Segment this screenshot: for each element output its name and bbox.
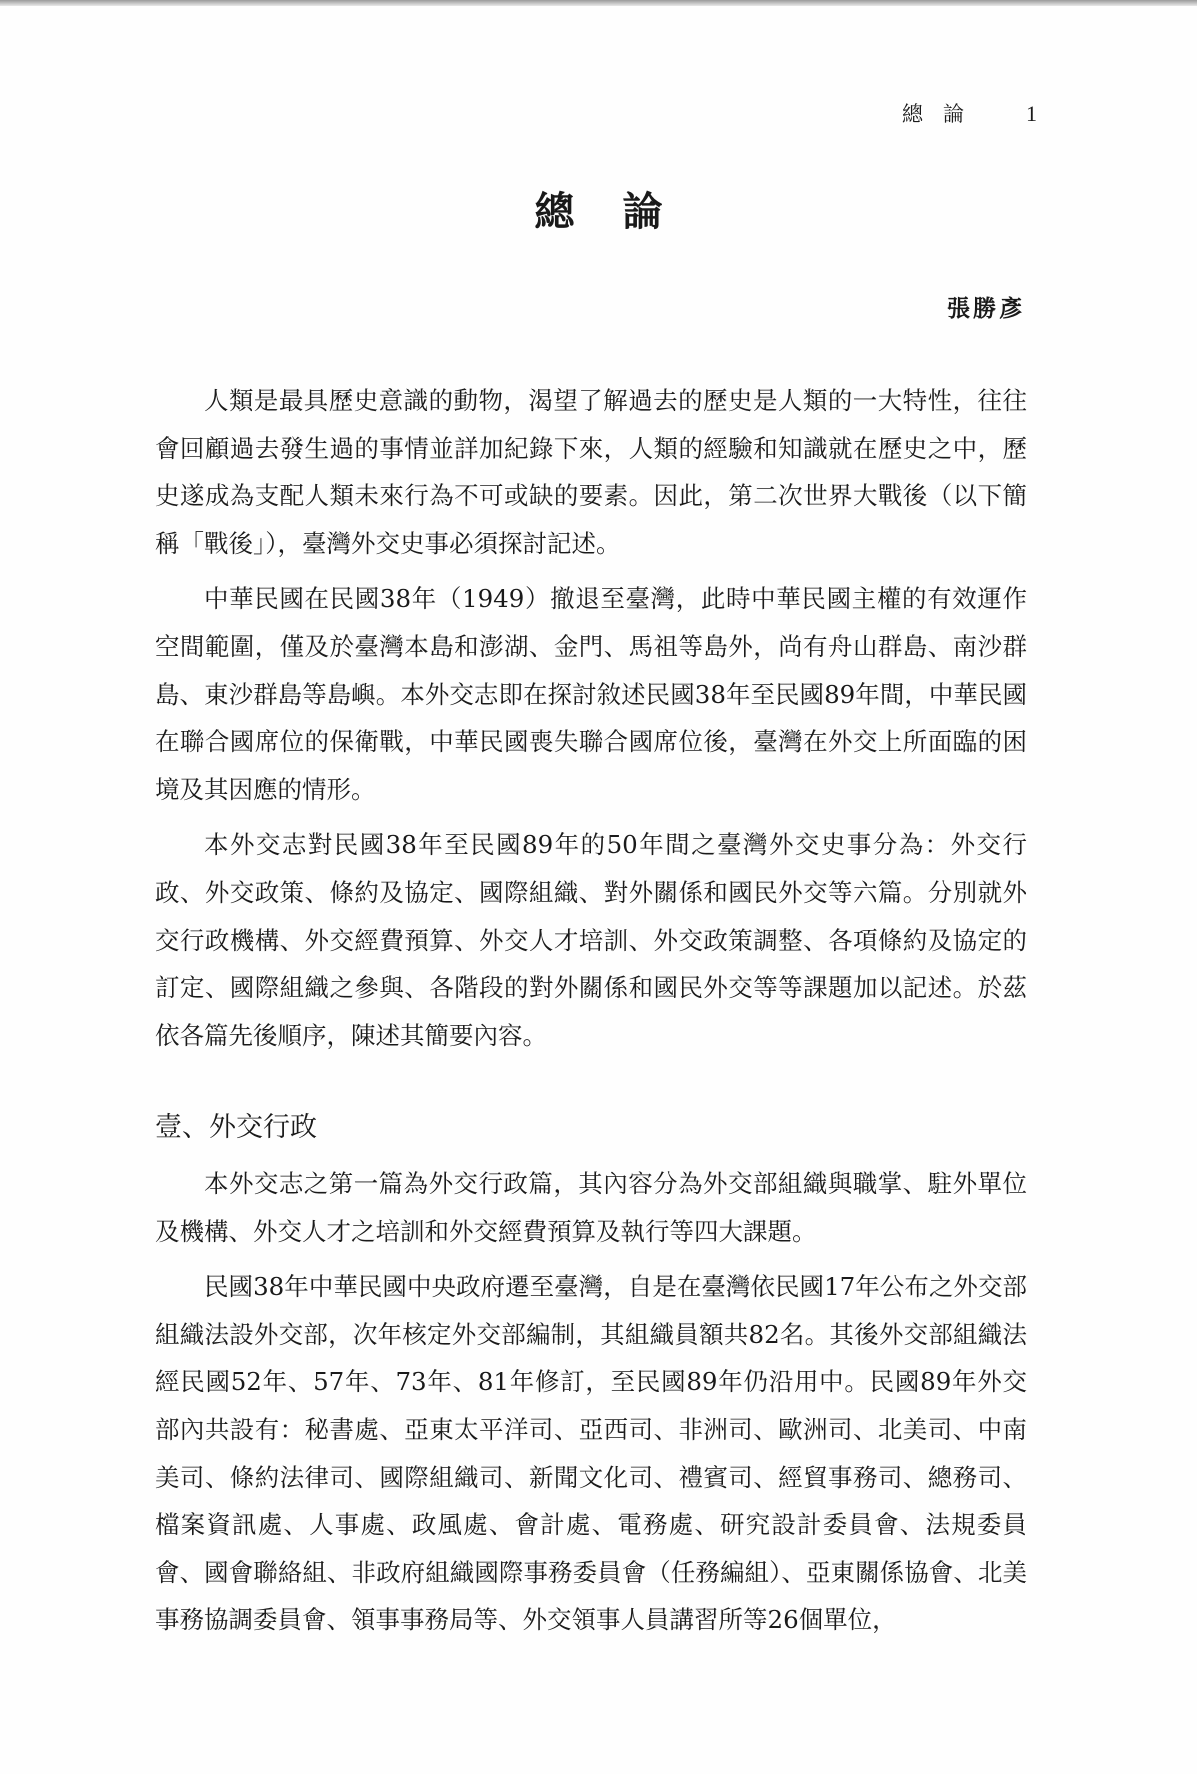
section-paragraph-1: 本外交志之第一篇為外交行政篇，其內容分為外交部組織與職掌、駐外單位及機構、外交人才之培訓和外交經費預算及執行等四大課題。 <box>155 1169 1027 1246</box>
chapter-title: 總論 <box>534 188 711 235</box>
section-paragraph-2: 民國38年中華民國中央政府遷至臺灣，自是在臺灣依民國17年公布之外交部組織法設外交部，次年核定外交部編制，其組織員額共82名。其後外交部組織法經民國52年、57年、73年、81年修訂，至民國89年仍沿用中。民國89年外交部內共設有：秘書處、亞東太平洋司、亞西司、非洲司、歐洲司、北美司、中南美司、條約法律司、國際組織司、新聞文化司、禮賓司、經貿事務司、總務司、檔案資訊處、人事處、政風處、會計處、電務處、研究設計委員會、法規委員會、國會聯絡組、非政府組織國際事務委員會（任務編組）、亞東關係協會、北美事務協調委員會、領事事務局等、外交領事人員講習所等26個單位， <box>155 1272 1027 1635</box>
paragraph-3: 本外交志對民國38年至民國89年的50年間之臺灣外交史事分為：外交行政、外交政策、條約及協定、國際組織、對外關係和國民外交等六篇。分別就外交行政機構、外交經費預算、外交人才培訓、外交政策調整、各項條約及協定的訂定、國際組織之參與、各階段的對外關係和國民外交等等課題加以記述。於茲依各篇先後順序，陳述其簡要內容。 <box>155 830 1027 1050</box>
introduction-text <box>155 377 1027 1067</box>
paragraph-2: 中華民國在民國38年（1949）撤退至臺灣，此時中華民國主權的有效運作空間範圍，僅及於臺灣本島和澎湖、金門、馬祖等島外，尚有舟山群島、南沙群島、東沙群島等島嶼。本外交志即在探討敘述民國38年至民國89年間，中華民國在聯合國席位的保衛戰，中華民國喪失聯合國席位後，臺灣在外交上所面臨的困境及其因應的情形。 <box>155 584 1027 804</box>
author-name: 張勝彥 <box>947 295 1025 322</box>
paragraph-1: 人類是最具歷史意識的動物，渴望了解過去的歷史是人類的一大特性，往往會回顧過去發生過的事情並詳加紀錄下來，人類的經驗和知識就在歷史之中，歷史遂成為支配人類未來行為不可或缺的要素。因此，第二次世界大戰後（以下簡稱「戰後」），臺灣外交史事必須探討記述。 <box>155 386 1027 558</box>
section-heading: 壹、外交行政 <box>155 1112 317 1143</box>
section-text <box>155 1160 1027 1652</box>
running-header <box>902 98 1037 128</box>
scan-top-edge <box>0 0 1197 6</box>
running-header-title: 總論 <box>902 102 984 126</box>
page-number: 1 <box>1026 101 1037 126</box>
